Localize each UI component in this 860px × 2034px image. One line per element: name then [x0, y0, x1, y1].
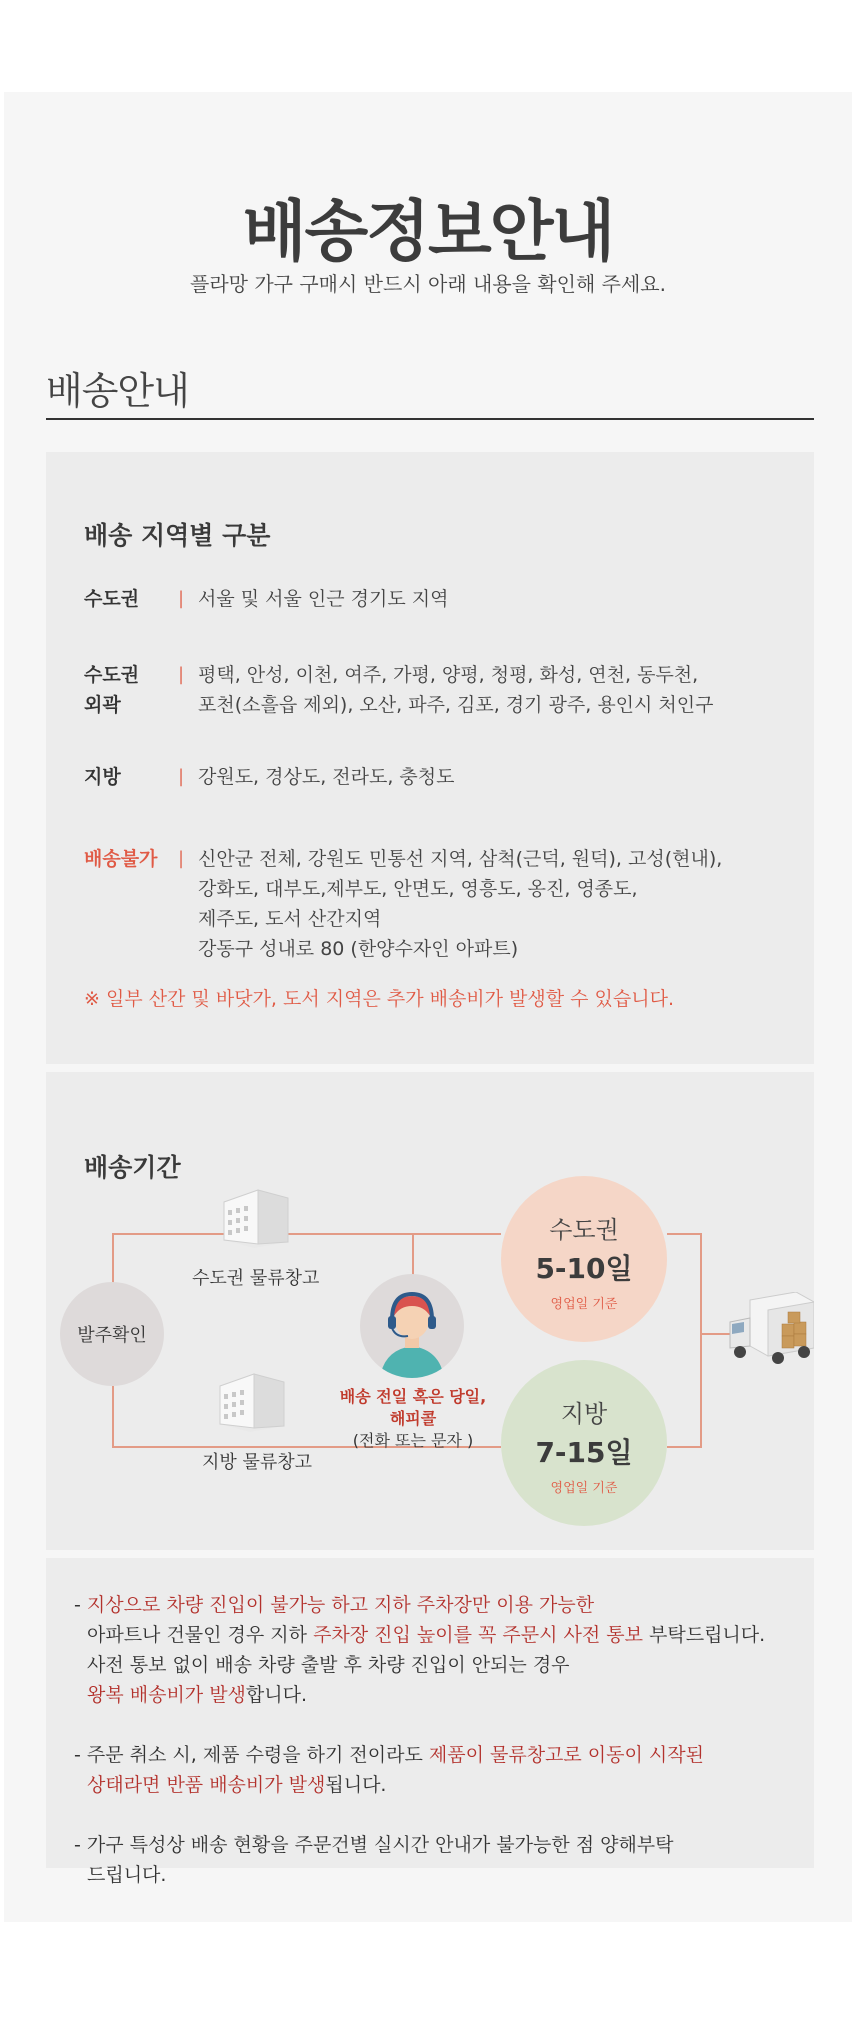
- note-highlight: 제품이 물류창고로 이동이 시작된: [428, 1744, 704, 1766]
- connector-line: [412, 1233, 414, 1275]
- region-box: [46, 452, 814, 1064]
- happy-call-text: 배송 전일 혹은 당일, 해피콜: [339, 1387, 487, 1428]
- connector-line: [112, 1386, 114, 1448]
- connector-line: [700, 1233, 702, 1448]
- metro-period-circle: [501, 1176, 667, 1342]
- warehouse-icon: [218, 1184, 294, 1250]
- section-divider: [46, 418, 814, 420]
- page-title: 배송정보안내: [242, 193, 614, 270]
- headset-agent-icon: [360, 1274, 464, 1378]
- region-label: 수도권 외곽: [84, 664, 140, 716]
- note-text: 사전 통보 없이 배송 차량 출발 후 차량 진입이 안되는 경우: [87, 1654, 570, 1676]
- order-confirm-label: 발주확인: [77, 1325, 147, 1346]
- note-highlight: 지상으로 차량 진입이 불가능 하고 지하 주차장만 이용 가능한: [86, 1594, 595, 1616]
- note-line: [74, 1680, 804, 1710]
- local-period-circle: [501, 1360, 667, 1526]
- note-bullet: -: [74, 1594, 87, 1616]
- connector-line: [667, 1233, 701, 1235]
- note-highlight: 상태라면 반품 배송비가 발생: [87, 1774, 326, 1796]
- note-text: 합니다.: [245, 1684, 308, 1706]
- page-subtitle: 플라망 가구 구매시 반드시 아래 내용을 확인해 주세요.: [190, 272, 666, 296]
- note-text: - 가구 특성상 배송 현황을 주문건별 실시간 안내가 불가능한 점 양해부탁: [74, 1834, 674, 1856]
- connector-line: [112, 1233, 114, 1283]
- period-title: 배송기간: [84, 1153, 181, 1182]
- metro-region-name: 수도권: [549, 1216, 619, 1244]
- note-highlight: 주차장 진입 높이를 꼭 주문시 사전 통보: [313, 1624, 643, 1646]
- warehouse-icon: [214, 1368, 290, 1434]
- region-text: 강원도, 경상도, 전라도, 충청도: [198, 766, 455, 788]
- region-text: 서울 및 서울 인근 경기도 지역: [198, 588, 449, 610]
- region-title: 배송 지역별 구분: [84, 521, 271, 550]
- note-line: [74, 1620, 804, 1650]
- note-text: - 주문 취소 시, 제품 수령을 하기 전이라도: [74, 1744, 429, 1766]
- region-label: 수도권: [84, 588, 140, 610]
- region-label: 배송불가: [84, 848, 158, 870]
- note-parking: [74, 1590, 804, 1710]
- agent-circle: [360, 1274, 464, 1378]
- happy-call-caption: [328, 1386, 498, 1452]
- note-tracking: [74, 1830, 804, 1890]
- connector-line: [112, 1233, 501, 1235]
- local-days: 7-15일: [535, 1436, 633, 1469]
- order-confirm-circle: [60, 1282, 164, 1386]
- metro-basis: 영업일 기준: [550, 1297, 618, 1312]
- delivery-info-page: [4, 92, 852, 1922]
- note-text: 부탁드립니다.: [642, 1624, 766, 1646]
- connector-line: [667, 1446, 701, 1448]
- region-separator: |: [178, 766, 185, 787]
- local-basis: 영업일 기준: [550, 1481, 618, 1496]
- delivery-notes: [74, 1590, 804, 1890]
- section-title: 배송안내: [46, 369, 189, 413]
- note-line: [74, 1770, 804, 1800]
- local-warehouse-label: 지방 물류창고: [202, 1452, 313, 1473]
- note-text: 아파트나 건물인 경우 지하: [87, 1624, 314, 1646]
- note-text: 드립니다.: [87, 1864, 167, 1886]
- metro-warehouse-label: 수도권 물류창고: [192, 1268, 320, 1289]
- region-label: 지방: [84, 766, 121, 788]
- delivery-truck-icon: [726, 1292, 814, 1368]
- region-text: 평택, 안성, 이천, 여주, 가평, 양평, 청평, 화성, 연천, 동두천, 포천(소흘읍 제외), 오산, 파주, 김포, 경기 광주, 용인시 처인구: [198, 664, 714, 716]
- note-text: 됩니다.: [325, 1774, 387, 1796]
- metro-days: 5-10일: [535, 1252, 633, 1285]
- period-box: [46, 1072, 814, 1550]
- region-note: ※ 일부 산간 및 바닷가, 도서 지역은 추가 배송비가 발생할 수 있습니다.: [84, 988, 674, 1010]
- region-separator: |: [178, 848, 185, 869]
- notes-box: [46, 1558, 814, 1886]
- note-highlight: 왕복 배송비가 발생: [87, 1684, 246, 1706]
- region-separator: |: [178, 588, 185, 609]
- contact-method-text: (전화 또는 문자 ): [352, 1431, 474, 1450]
- note-cancellation: [74, 1740, 804, 1800]
- region-separator: |: [178, 664, 185, 685]
- region-text: 신안군 전체, 강원도 민통선 지역, 삼척(근덕, 원덕), 고성(현내), 강화도, 대부도,제부도, 안면도, 영흥도, 옹진, 영종도, 제주도, 도서 산간지역 강동구 성내로 80 (한양수자인 아파트): [198, 848, 723, 960]
- local-region-name: 지방: [560, 1400, 608, 1428]
